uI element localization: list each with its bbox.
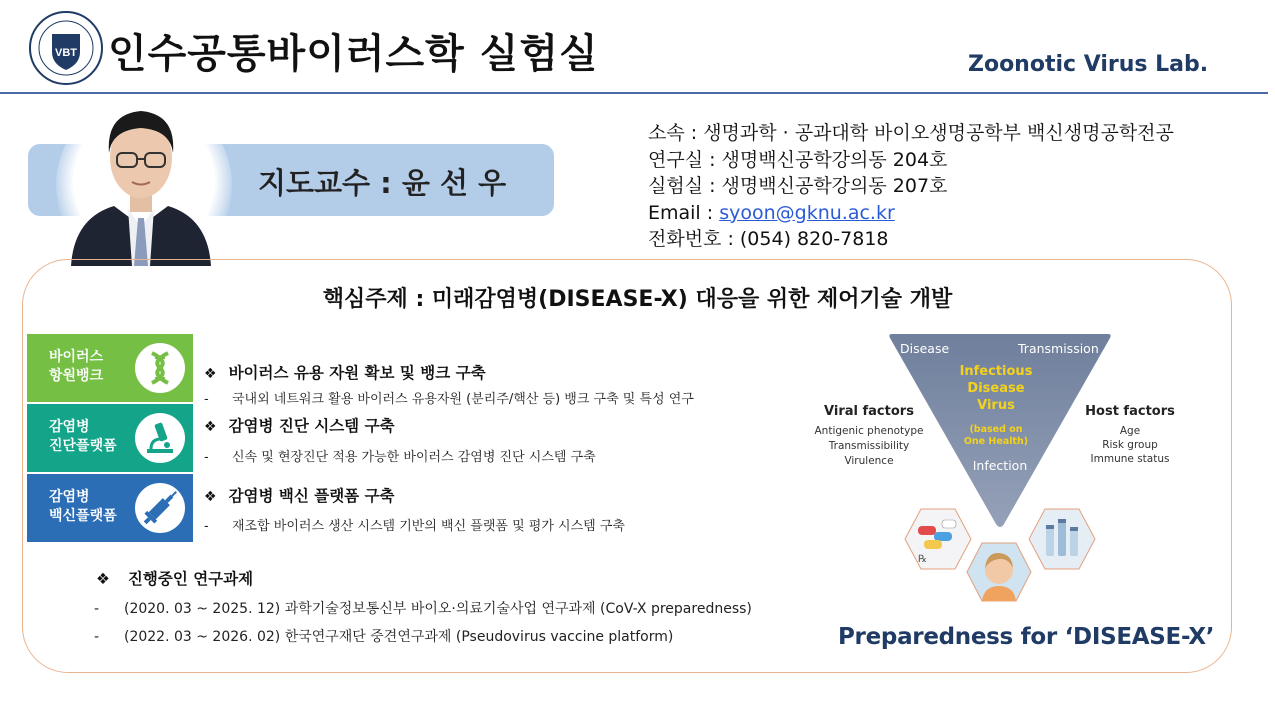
medicine-hexagon-image (904, 508, 972, 570)
logo-initials: VBT (55, 47, 77, 59)
advisor-name: 지도교수 : 윤 선 우 (258, 166, 507, 200)
lab-logo (28, 10, 104, 86)
professor-photo (66, 98, 216, 266)
child-hexagon-image (966, 542, 1032, 602)
category-label: 감염병 백신플랫폼 (49, 489, 117, 524)
core-theme-title: 핵심주제 : 미래감염병(DISEASE-X) 대응을 위한 제어기술 개발 (322, 287, 953, 312)
topic-title-1: ❖ 바이러스 유용 자원 확보 및 뱅크 구축 (204, 364, 486, 382)
project-item-2: - (2022. 03 ~ 2026. 02) 한국연구재단 중견연구과제 (Pseudovirus vaccine platform) (94, 629, 674, 645)
diagram-transmission-label: Transmission (1018, 341, 1099, 356)
office-text: 연구실 : 생명백신공학강의동 204호 (648, 148, 948, 171)
dna-icon (135, 343, 185, 393)
lab-room-text: 실험실 : 생명백신공학강의동 207호 (648, 175, 948, 197)
category-label: 바이러스 항원뱅크 (49, 349, 104, 384)
category-vaccine-platform (27, 474, 193, 542)
category-label: 감염병 진단플랫폼 (49, 419, 117, 454)
lab-vials-hexagon-image (1028, 508, 1096, 570)
email-link[interactable]: syoon@gknu.ac.kr (719, 201, 895, 224)
svg-text:℞: ℞ (918, 554, 927, 565)
preparedness-caption: Preparedness for ‘DISEASE-X’ (838, 624, 1215, 650)
category-diagnostic-platform (27, 404, 193, 472)
topic-detail-1: - 국내외 네트워크 활용 바이러스 유용자원 (분리주/핵산 등) 뱅크 구축 및 특성 연구 (204, 392, 694, 407)
host-factors-list: Age Risk group Immune status (1090, 425, 1170, 465)
topic-detail-3: - 재조합 바이러스 생산 시스템 기반의 백신 플랫폼 및 평가 시스템 구축 (204, 519, 625, 534)
affiliation-text: 소속 : 생명과학 · 공과대학 바이오생명공학부 백신생명공학전공 (648, 122, 1174, 144)
contact-info (648, 120, 1174, 253)
page-title: 인수공통바이러스학 실험실 (108, 31, 599, 77)
syringe-icon (135, 483, 185, 533)
diagram-infection-label: Infection (972, 458, 1028, 473)
topic-title-3: ❖ 감염병 백신 플랫폼 구축 (204, 487, 395, 505)
diagram-center-label: Infectious Disease Virus (959, 364, 1033, 413)
microscope-icon (135, 413, 185, 463)
header-divider (0, 92, 1268, 94)
email-row (648, 200, 1174, 227)
phone-text: 전화번호 : (054) 820-7818 (648, 228, 889, 250)
topic-detail-2: - 신속 및 현장진단 적용 가능한 바이러스 감염병 진단 시스템 구축 (204, 450, 596, 465)
topic-title-2: ❖ 감염병 진단 시스템 구축 (204, 417, 395, 435)
lab-english-name: Zoonotic Virus Lab. (968, 52, 1209, 77)
viral-factors-title: Viral factors (824, 404, 914, 419)
category-antigen-bank (27, 334, 193, 402)
viral-factors-list: Antigenic phenotype Transmissibility Virulence (814, 425, 924, 467)
diagram-center-note: (based on One Health) (963, 424, 1029, 447)
project-item-1: - (2020. 03 ~ 2025. 12) 과학기술정보통신부 바이오·의료기술사업 연구과제 (CoV-X preparedness) (94, 601, 752, 617)
diagram-disease-label: Disease (900, 341, 950, 356)
email-label: Email : (648, 201, 720, 224)
host-factors-title: Host factors (1085, 404, 1175, 419)
ongoing-projects-title: ❖ 진행중인 연구과제 (96, 570, 254, 588)
